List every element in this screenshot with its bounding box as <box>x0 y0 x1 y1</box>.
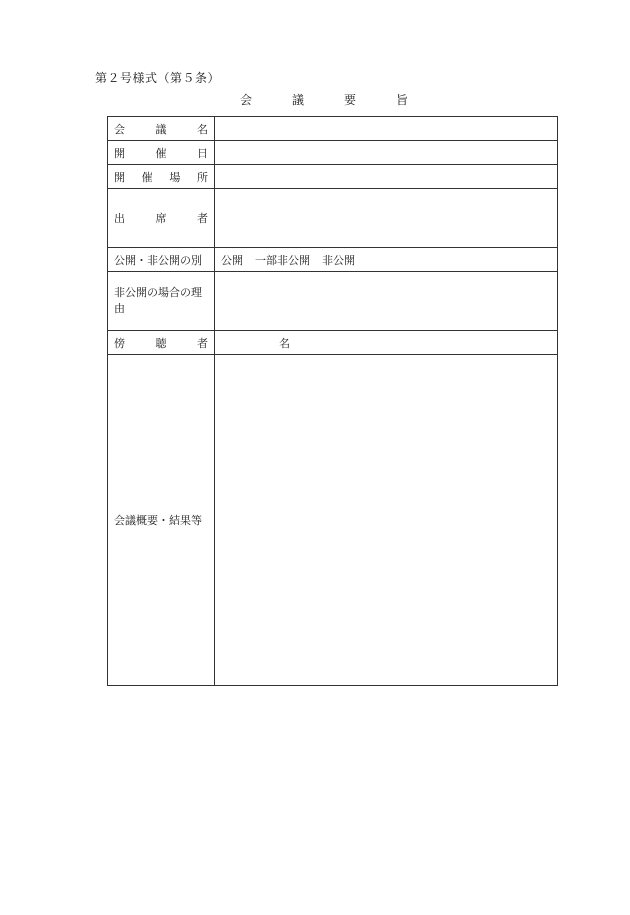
field-attendees[interactable] <box>215 189 558 248</box>
field-observers[interactable] <box>215 331 558 355</box>
label-disclosure: 公開・非公開の別 <box>108 248 215 272</box>
label-observers: 傍聴者 <box>108 331 215 355</box>
row-attendees <box>108 189 558 248</box>
form-number: 第２号様式（第５条） <box>95 71 221 85</box>
label-meeting-name: 会議名 <box>108 117 215 141</box>
document-title <box>240 91 408 108</box>
title-char: 議 <box>292 93 305 107</box>
row-observers <box>108 331 558 355</box>
label-venue: 開催場所 <box>108 165 215 189</box>
option-public[interactable]: 公開 <box>221 253 243 267</box>
option-partially-private[interactable]: 一部非公開 <box>255 253 310 267</box>
row-disclosure <box>108 248 558 272</box>
field-nondisclosure-reason[interactable] <box>215 272 558 331</box>
field-disclosure <box>215 248 558 272</box>
option-private[interactable]: 非公開 <box>322 253 355 267</box>
title-char: 旨 <box>396 93 409 107</box>
observer-count-unit: 名 <box>279 336 290 350</box>
field-date[interactable] <box>215 141 558 165</box>
row-nondisclosure-reason <box>108 272 558 331</box>
label-date: 開催日 <box>108 141 215 165</box>
row-meeting-name <box>108 117 558 141</box>
field-venue[interactable] <box>215 165 558 189</box>
row-venue <box>108 165 558 189</box>
title-char: 要 <box>344 93 357 107</box>
row-date <box>108 141 558 165</box>
label-attendees: 出席者 <box>108 189 215 248</box>
row-summary <box>108 355 558 686</box>
minutes-form-table <box>107 116 558 686</box>
label-nondisclosure-reason: 非公開の場合の理由 <box>108 272 215 331</box>
field-summary[interactable] <box>215 355 558 686</box>
label-summary: 会議概要・結果等 <box>108 355 215 686</box>
title-char: 会 <box>240 93 253 107</box>
field-meeting-name[interactable] <box>215 117 558 141</box>
